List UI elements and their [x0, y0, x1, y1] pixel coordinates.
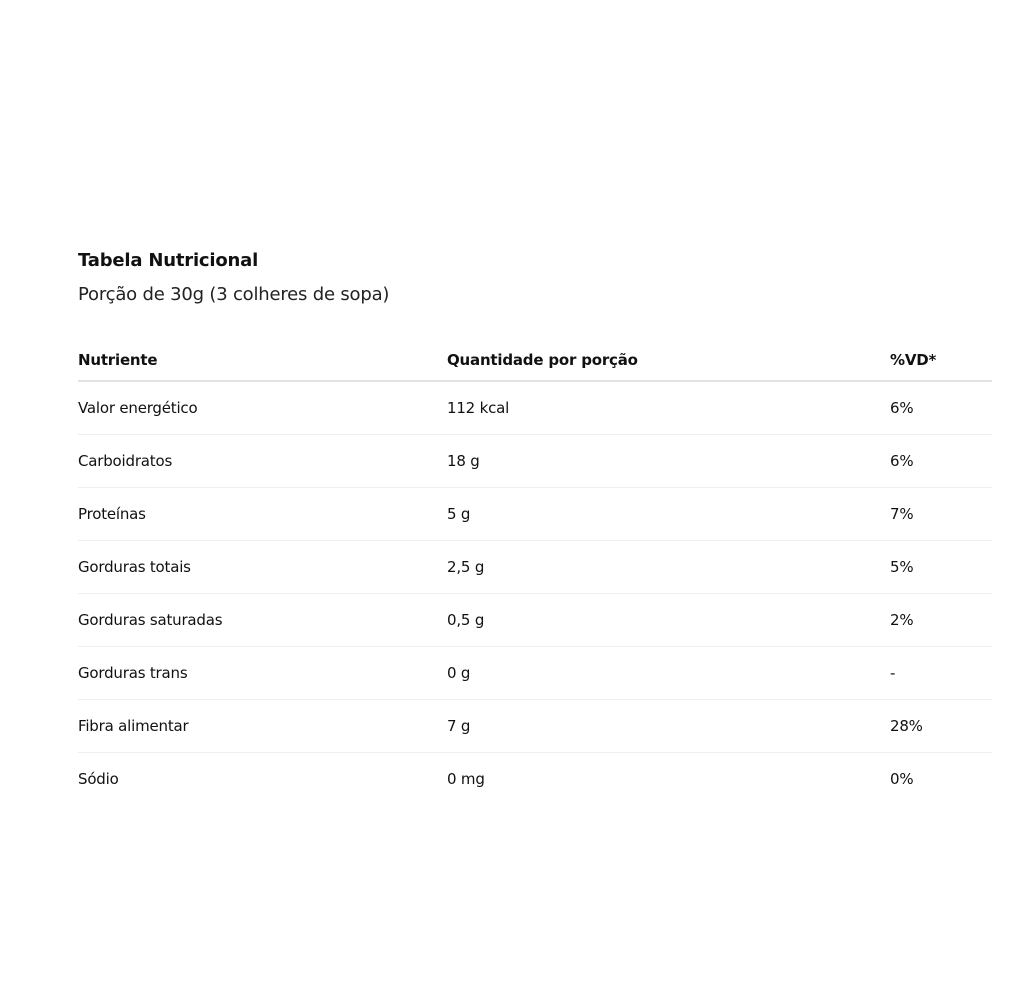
nutrient-amount: 5 g [447, 505, 471, 523]
nutrient-name: Gorduras saturadas [78, 611, 223, 629]
nutrient-amount: 112 kcal [447, 399, 510, 417]
nutrition-panel [78, 248, 992, 805]
table-row [78, 647, 992, 700]
nutrient-daily-value: 6% [890, 452, 914, 470]
table-row [78, 435, 992, 488]
nutrient-amount: 0,5 g [447, 611, 485, 629]
header-nutrient: Nutriente [78, 351, 158, 369]
nutrient-daily-value: 28% [890, 717, 923, 735]
table-row [78, 594, 992, 647]
nutrient-amount: 2,5 g [447, 558, 485, 576]
nutrient-daily-value: - [890, 664, 896, 682]
nutrient-amount: 0 g [447, 664, 471, 682]
serving-size: Porção de 30g (3 colheres de sopa) [78, 284, 390, 305]
table-row [78, 382, 992, 435]
table-row [78, 700, 992, 753]
nutrient-name: Valor energético [78, 399, 198, 417]
nutrient-daily-value: 0% [890, 770, 914, 788]
header-amount: Quantidade por porção [447, 351, 638, 369]
nutrient-name: Gorduras trans [78, 664, 188, 682]
nutrient-name: Carboidratos [78, 452, 173, 470]
nutrient-name: Proteínas [78, 505, 146, 523]
page-title: Tabela Nutricional [78, 250, 259, 271]
nutrient-amount: 18 g [447, 452, 480, 470]
nutrition-table [78, 349, 992, 805]
nutrient-daily-value: 6% [890, 399, 914, 417]
nutrient-name: Sódio [78, 770, 119, 788]
table-row [78, 488, 992, 541]
nutrient-name: Fibra alimentar [78, 717, 189, 735]
nutrient-daily-value: 7% [890, 505, 914, 523]
nutrient-daily-value: 5% [890, 558, 914, 576]
table-row [78, 753, 992, 805]
nutrient-name: Gorduras totais [78, 558, 191, 576]
table-header [78, 349, 992, 382]
nutrient-amount: 0 mg [447, 770, 485, 788]
header-daily-value: %VD* [890, 351, 937, 369]
nutrient-amount: 7 g [447, 717, 471, 735]
nutrient-daily-value: 2% [890, 611, 914, 629]
table-row [78, 541, 992, 594]
